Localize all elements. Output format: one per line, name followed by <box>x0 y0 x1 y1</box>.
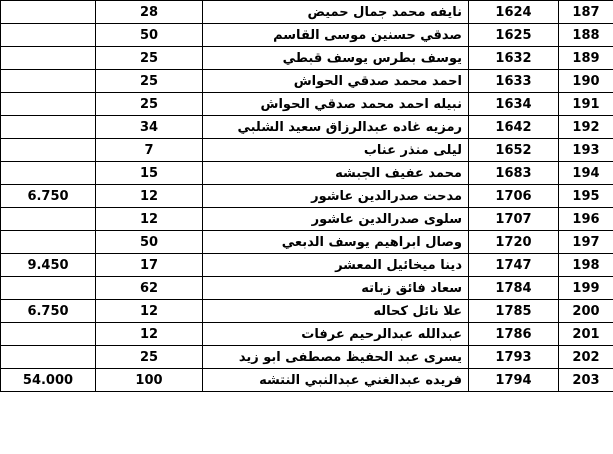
name-cell: محمد عفيف الجبشه <box>203 162 469 185</box>
name-cell: مدحت صدرالدين عاشور <box>203 185 469 208</box>
table-row <box>1 93 613 116</box>
table-row <box>1 323 613 346</box>
name-cell: سعاد فائق زباته <box>203 277 469 300</box>
quantity-cell: 25 <box>96 70 203 93</box>
amount-cell <box>1 277 96 300</box>
amount-cell <box>1 139 96 162</box>
code-cell: 1793 <box>469 346 559 369</box>
quantity-cell: 15 <box>96 162 203 185</box>
quantity-cell: 50 <box>96 231 203 254</box>
amount-cell <box>1 231 96 254</box>
quantity-cell: 12 <box>96 208 203 231</box>
quantity-cell: 50 <box>96 24 203 47</box>
code-cell: 1642 <box>469 116 559 139</box>
name-cell: دينا ميخائيل المعشر <box>203 254 469 277</box>
amount-cell <box>1 47 96 70</box>
code-cell: 1707 <box>469 208 559 231</box>
serial-cell: 191 <box>559 93 613 116</box>
serial-cell: 197 <box>559 231 613 254</box>
quantity-cell: 12 <box>96 323 203 346</box>
name-cell: يسرى عبد الحفيظ مصطفى ابو زيد <box>203 346 469 369</box>
serial-cell: 199 <box>559 277 613 300</box>
quantity-cell: 12 <box>96 185 203 208</box>
amount-cell <box>1 346 96 369</box>
code-cell: 1683 <box>469 162 559 185</box>
amount-cell <box>1 208 96 231</box>
serial-cell: 202 <box>559 346 613 369</box>
serial-cell: 194 <box>559 162 613 185</box>
amount-cell <box>1 116 96 139</box>
table-row <box>1 254 613 277</box>
name-cell: سلوى صدرالدين عاشور <box>203 208 469 231</box>
name-cell: عبدالله عبدالرحيم عرفات <box>203 323 469 346</box>
quantity-cell: 17 <box>96 254 203 277</box>
table-row <box>1 1 613 24</box>
code-cell: 1625 <box>469 24 559 47</box>
name-cell: يوسف بطرس يوسف قبطي <box>203 47 469 70</box>
quantity-cell: 25 <box>96 47 203 70</box>
serial-cell: 190 <box>559 70 613 93</box>
table-row <box>1 116 613 139</box>
code-cell: 1633 <box>469 70 559 93</box>
name-cell: وصال ابراهيم يوسف الدبعي <box>203 231 469 254</box>
table-body <box>1 1 613 392</box>
table-row <box>1 231 613 254</box>
table-row <box>1 47 613 70</box>
quantity-cell: 12 <box>96 300 203 323</box>
quantity-cell: 25 <box>96 346 203 369</box>
name-cell: نبيله احمد محمد صدقي الحواش <box>203 93 469 116</box>
amount-cell <box>1 70 96 93</box>
table-row <box>1 70 613 93</box>
name-cell: فريده عبدالغني عبدالنبي النتشه <box>203 369 469 392</box>
table-row <box>1 185 613 208</box>
table-row <box>1 139 613 162</box>
name-cell: رمزيه غاده عبدالرزاق سعيد الشلبي <box>203 116 469 139</box>
code-cell: 1634 <box>469 93 559 116</box>
table-row <box>1 369 613 392</box>
serial-cell: 196 <box>559 208 613 231</box>
code-cell: 1786 <box>469 323 559 346</box>
code-cell: 1652 <box>469 139 559 162</box>
serial-cell: 193 <box>559 139 613 162</box>
amount-cell: 6.750 <box>1 300 96 323</box>
quantity-cell: 62 <box>96 277 203 300</box>
table-row <box>1 24 613 47</box>
quantity-cell: 25 <box>96 93 203 116</box>
code-cell: 1794 <box>469 369 559 392</box>
amount-cell <box>1 24 96 47</box>
code-cell: 1624 <box>469 1 559 24</box>
name-cell: صدقي حسنين موسى القاسم <box>203 24 469 47</box>
name-cell: نايفه محمد جمال حميض <box>203 1 469 24</box>
name-cell: احمد محمد صدقي الحواش <box>203 70 469 93</box>
serial-cell: 200 <box>559 300 613 323</box>
serial-cell: 188 <box>559 24 613 47</box>
table-row <box>1 162 613 185</box>
amount-cell: 9.450 <box>1 254 96 277</box>
serial-cell: 201 <box>559 323 613 346</box>
table-row <box>1 300 613 323</box>
serial-cell: 198 <box>559 254 613 277</box>
quantity-cell: 28 <box>96 1 203 24</box>
name-cell: ليلى منذر عناب <box>203 139 469 162</box>
serial-cell: 189 <box>559 47 613 70</box>
name-cell: علا نائل كحاله <box>203 300 469 323</box>
table-row <box>1 346 613 369</box>
code-cell: 1632 <box>469 47 559 70</box>
code-cell: 1720 <box>469 231 559 254</box>
amount-cell <box>1 1 96 24</box>
amount-cell <box>1 162 96 185</box>
table-row <box>1 277 613 300</box>
serial-cell: 203 <box>559 369 613 392</box>
serial-cell: 187 <box>559 1 613 24</box>
amount-cell <box>1 93 96 116</box>
code-cell: 1706 <box>469 185 559 208</box>
quantity-cell: 34 <box>96 116 203 139</box>
amount-cell <box>1 323 96 346</box>
quantity-cell: 100 <box>96 369 203 392</box>
serial-cell: 195 <box>559 185 613 208</box>
amount-cell: 54.000 <box>1 369 96 392</box>
serial-cell: 192 <box>559 116 613 139</box>
table-row <box>1 208 613 231</box>
code-cell: 1784 <box>469 277 559 300</box>
code-cell: 1747 <box>469 254 559 277</box>
code-cell: 1785 <box>469 300 559 323</box>
amount-cell: 6.750 <box>1 185 96 208</box>
quantity-cell: 7 <box>96 139 203 162</box>
